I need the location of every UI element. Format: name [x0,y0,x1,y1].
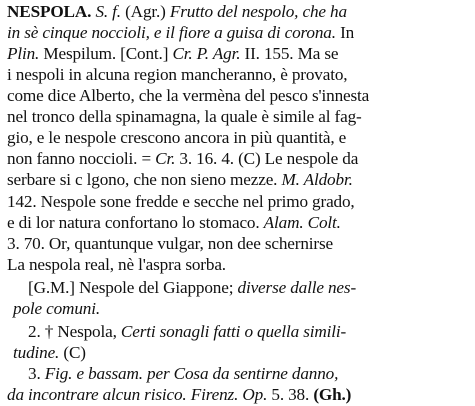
line-14: [G.M.] Nespole del Giappone; diverse dalle nes- [28,277,357,297]
citation: Cr. [155,149,176,169]
line-18: 3. Fig. e bassam. per Cosa da sentirne danno, [28,363,339,383]
headword: NESPOLA. [7,2,92,21]
definition: Frutto del nespolo, che ha [169,2,347,21]
line-9: serbare si c lgono, che non sieno mezze. M. Aldobr. [7,170,353,190]
line-4: i nespoli in alcuna region mancheranno, è provato, [7,65,348,85]
domain-tag: (Agr.) [125,2,166,21]
line-11: e di lor natura confortano lo stomaco. Alam. Colt. [7,212,341,232]
line-1 [7,1,469,23]
line-3: Plin. Mespilum. [Cont.] Cr. P. Agr. II. 155. Ma se [7,44,339,64]
line-15: pole comuni. [13,298,100,318]
grammar-tag: S. f. [95,2,121,21]
citation: Alam. Colt. [263,212,341,232]
line-13: La nespola real, nè l'aspra sorba. [7,254,226,274]
line-5: come dice Alberto, che la vermèna del pesco s'innesta [7,86,370,106]
line-6: nel tronco della spinamagna, la quale è simile al fag- [7,107,362,127]
line-10: 142. Nespole sone fredde e secche nel primo grado, [7,191,355,211]
line-17: tudine. (C) [13,342,86,362]
line-2: in sè cinque noccioli, e il fiore a guisa di corona. In [7,23,355,43]
line-16: 2. † Nespola, Certi sonagli fatti o quella simili- [28,321,347,341]
line-19: da incontrare alcun risico. Firenz. Op. 5. 38. (Gh.) [7,385,352,404]
line-8: non fanno noccioli. = Cr. 3. 16. 4. (C) Le nespole da [7,149,359,169]
citation: M. Aldobr. [281,170,353,190]
line-7: gio, e le nespole crescono ancora in più quantità, e [7,128,347,148]
line-12: 3. 70. Or, quantunque vulgar, non dee schernirse [7,233,334,253]
citation: Cr. P. Agr. [172,44,241,64]
